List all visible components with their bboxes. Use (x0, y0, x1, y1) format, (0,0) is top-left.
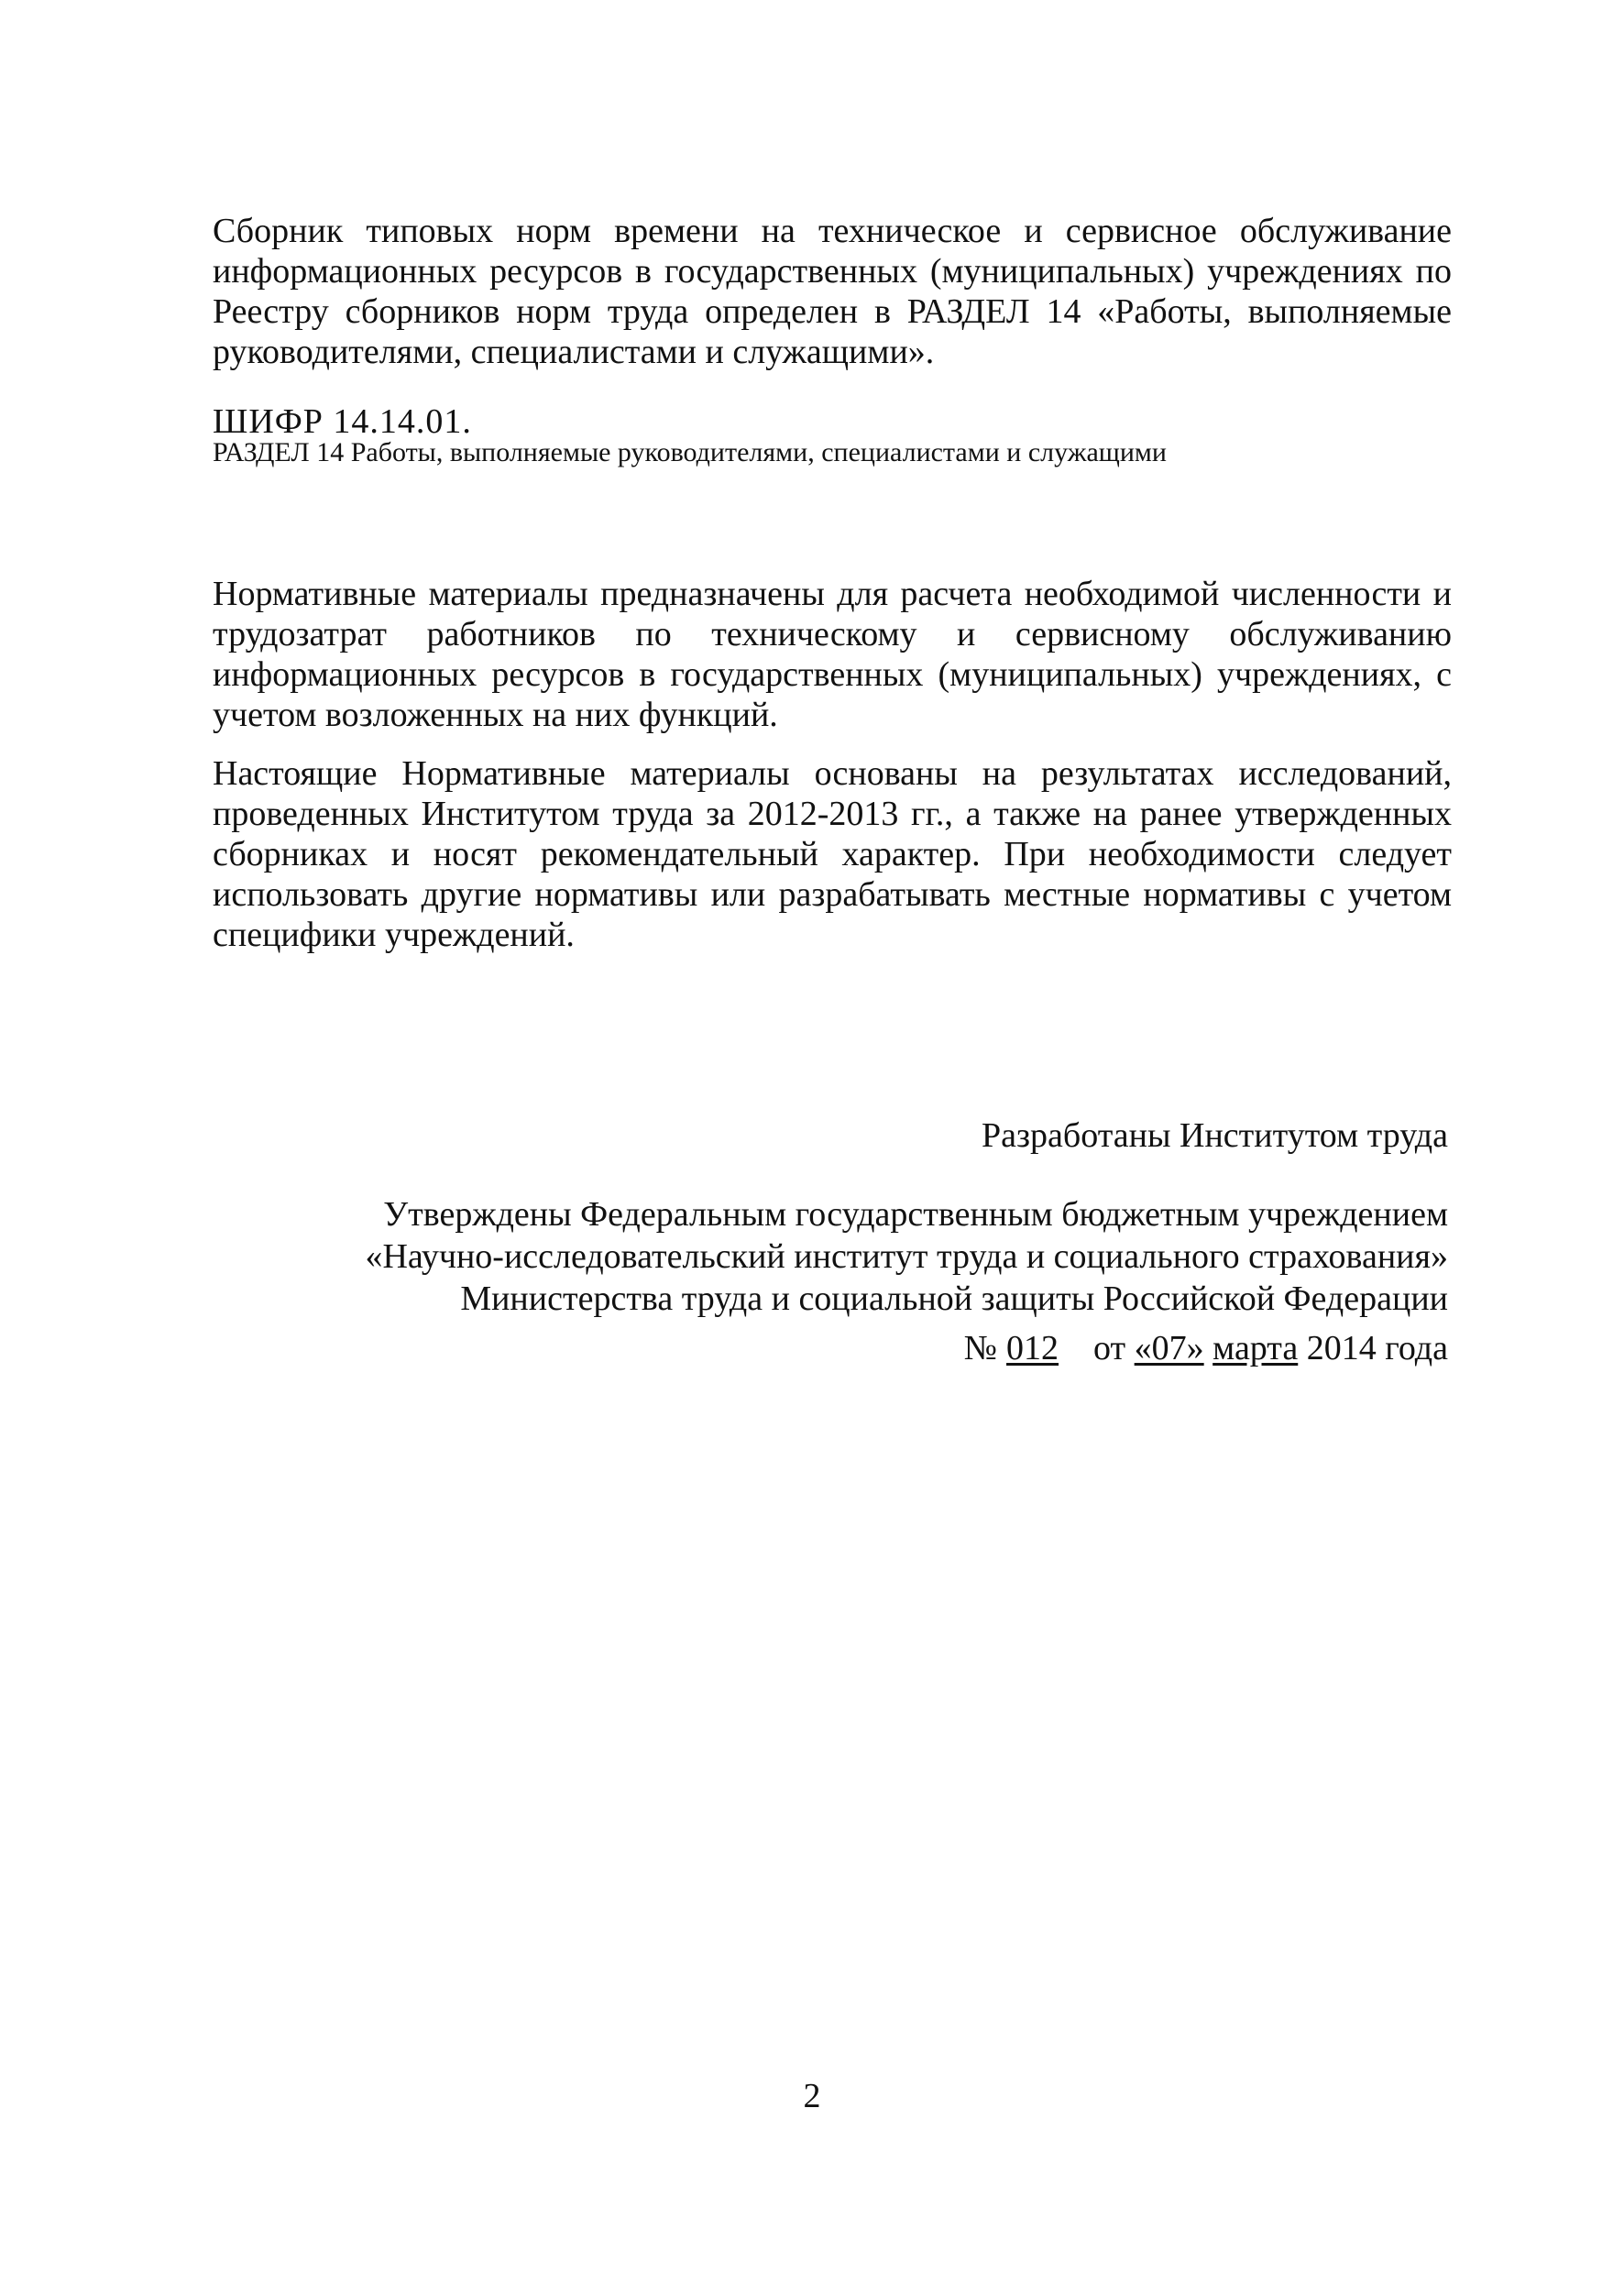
approval-number: 012 (1006, 1329, 1059, 1367)
approved-by-block (365, 1193, 1448, 1320)
from-label: от (1093, 1329, 1126, 1367)
approved-by-line-1: Утверждены Федеральным государственным бюджетным учреждением (383, 1195, 1448, 1234)
number-sign: № (963, 1329, 998, 1367)
registry-paragraph: Сборник типовых норм времени на техническое и сервисное обслуживание информационных ресурсов в государственных (муниципальных) учреждениях по Реестру сборников норм труда определен в РАЗДЕЛ 14 «Работы, выполняемые руководителями, специалистами и служащими». (213, 212, 1452, 371)
approved-by-line-2: «Научно-исследовательский институт труда и социального страхования» (365, 1237, 1448, 1276)
approval-month: марта (1213, 1329, 1299, 1367)
cipher-code: ШИФР 14.14.01. (213, 402, 472, 441)
cipher-section-title: РАЗДЕЛ 14 Работы, выполняемые руководителями, специалистами и служащими (213, 437, 1167, 467)
developed-by: Разработаны Институтом труда (981, 1116, 1448, 1155)
approval-number-row (964, 1327, 1448, 1369)
page-number: 2 (803, 2077, 821, 2115)
approved-by-line-3: Министерства труда и социальной защиты Российской Федерации (460, 1279, 1448, 1318)
purpose-paragraph: Нормативные материалы предназначены для расчета необходимой численности и трудозатрат работников по техническому и сервисному обслуживанию информационных ресурсов в государственных (муниципальных) учреждениях, с учетом возложенных на них функций. (213, 575, 1452, 734)
approval-day: «07» (1134, 1329, 1204, 1367)
approval-year: 2014 года (1306, 1329, 1448, 1367)
basis-paragraph: Настоящие Нормативные материалы основаны на результатах исследований, проведенных Институтом труда за 2012-2013 гг., а также на ранее утвержденных сборниках и носят рекомендательный характер. При необходимости следует использовать другие нормативы или разрабатывать местные нормативы с учетом специфики учреждений. (213, 754, 1452, 954)
